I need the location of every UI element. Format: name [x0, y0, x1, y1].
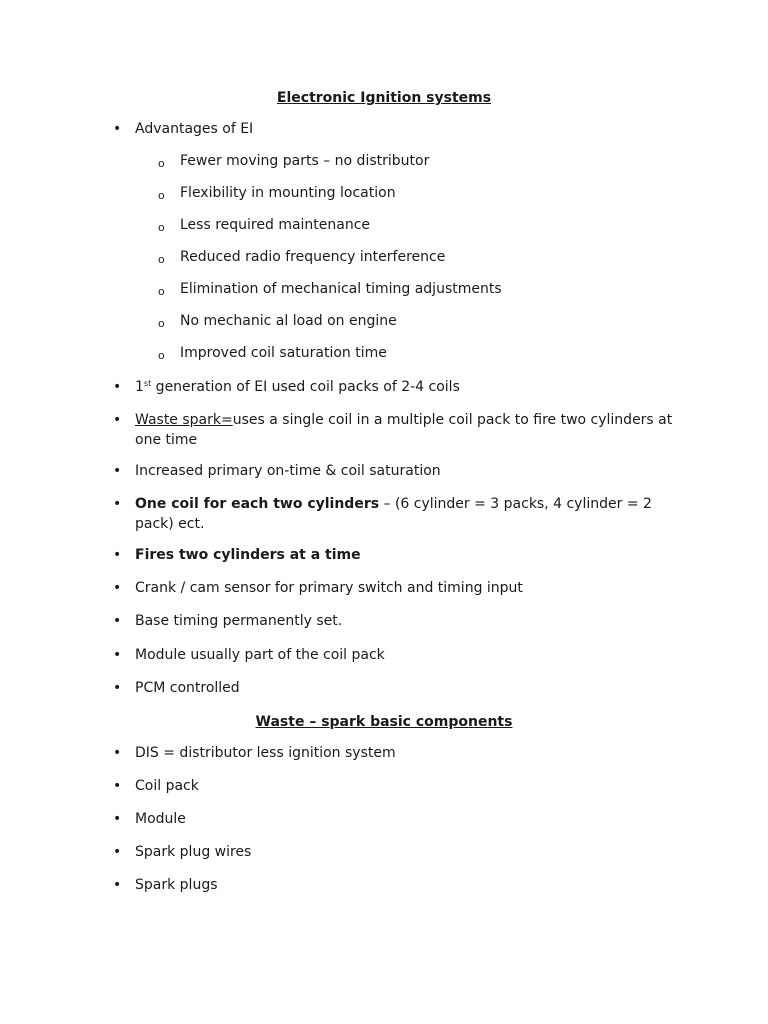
ordinal-suffix: st — [143, 379, 152, 388]
list-item-text: Increased primary on-time & coil saturation — [135, 463, 441, 479]
list-item — [113, 843, 680, 863]
list-item-text: Spark plugs — [135, 877, 218, 893]
list-item-one-coil — [113, 495, 680, 534]
waste-spark-text: uses a single coil in a multiple coil pack to fire two cylinders at one time — [135, 412, 673, 448]
list-item — [113, 646, 680, 666]
list-item — [113, 612, 680, 632]
list-item — [113, 876, 680, 896]
list-item-text: Module usually part of the coil pack — [135, 647, 385, 663]
list-item-text: Spark plug wires — [135, 844, 252, 860]
sub-item — [158, 152, 680, 172]
sub-item — [158, 312, 680, 332]
waste-spark-term: Waste spark= — [135, 412, 233, 428]
list-item-primary-ontime — [113, 462, 680, 482]
list-item-text: Base timing permanently set. — [135, 613, 343, 629]
sub-item — [158, 184, 680, 204]
list-item-text: PCM controlled — [135, 680, 240, 696]
sub-item — [158, 248, 680, 268]
sub-item-text: Less required maintenance — [180, 217, 371, 233]
generation-number: 1 — [135, 379, 144, 395]
bullet-icon: • — [113, 547, 122, 563]
list-item-advantages — [113, 120, 680, 140]
list-item — [113, 679, 680, 699]
one-coil-bold: One coil for each two cylinders — [135, 496, 380, 512]
bullet-icon: • — [113, 379, 122, 395]
sub-item-text: No mechanic al load on engine — [180, 313, 397, 329]
circle-bullet-icon: o — [158, 157, 165, 170]
bullet-icon: • — [113, 121, 122, 137]
list-item-fires-two — [113, 546, 680, 566]
bullet-icon: • — [113, 613, 122, 629]
sub-item-text: Flexibility in mounting location — [180, 185, 396, 201]
bullet-icon: • — [113, 496, 122, 512]
list-item-text: Fires two cylinders at a time — [135, 547, 361, 563]
bullet-icon: • — [113, 844, 122, 860]
list-item-generation — [113, 378, 680, 398]
list-item — [113, 777, 680, 797]
bullet-icon: • — [113, 811, 122, 827]
list-item — [113, 579, 680, 599]
sub-item-text: Elimination of mechanical timing adjustments — [180, 281, 502, 297]
section-title: Waste – spark basic components — [255, 714, 513, 730]
bullet-icon: • — [113, 647, 122, 663]
circle-bullet-icon: o — [158, 285, 165, 298]
bullet-icon: • — [113, 877, 122, 893]
circle-bullet-icon: o — [158, 221, 165, 234]
bullet-icon: • — [113, 745, 122, 761]
list-item-text: Advantages of EI — [135, 121, 254, 137]
list-item-text: Module — [135, 811, 186, 827]
document-title: Electronic Ignition systems — [276, 90, 492, 106]
bullet-icon: • — [113, 463, 122, 479]
one-coil-text: – (6 cylinder = 3 packs, 4 cylinder = 2 pack) ect. — [135, 496, 652, 532]
sub-item — [158, 216, 680, 236]
list-item-waste-spark — [113, 411, 680, 450]
list-item — [113, 744, 680, 764]
sub-item — [158, 344, 680, 364]
sub-item-text: Improved coil saturation time — [180, 345, 387, 361]
list-item-text: Crank / cam sensor for primary switch and timing input — [135, 580, 523, 596]
sub-item-text: Reduced radio frequency interference — [180, 249, 446, 265]
list-item — [113, 810, 680, 830]
circle-bullet-icon: o — [158, 189, 165, 202]
bullet-icon: • — [113, 580, 122, 596]
list-item-text: DIS = distributor less ignition system — [135, 745, 396, 761]
circle-bullet-icon: o — [158, 349, 165, 362]
sub-item-text: Fewer moving parts – no distributor — [180, 153, 430, 169]
circle-bullet-icon: o — [158, 317, 165, 330]
bullet-icon: • — [113, 680, 122, 696]
bullet-icon: • — [113, 412, 122, 428]
list-item-text: Coil pack — [135, 778, 199, 794]
circle-bullet-icon: o — [158, 253, 165, 266]
bullet-icon: • — [113, 778, 122, 794]
sub-item — [158, 280, 680, 300]
generation-text: generation of EI used coil packs of 2-4 coils — [151, 379, 460, 395]
